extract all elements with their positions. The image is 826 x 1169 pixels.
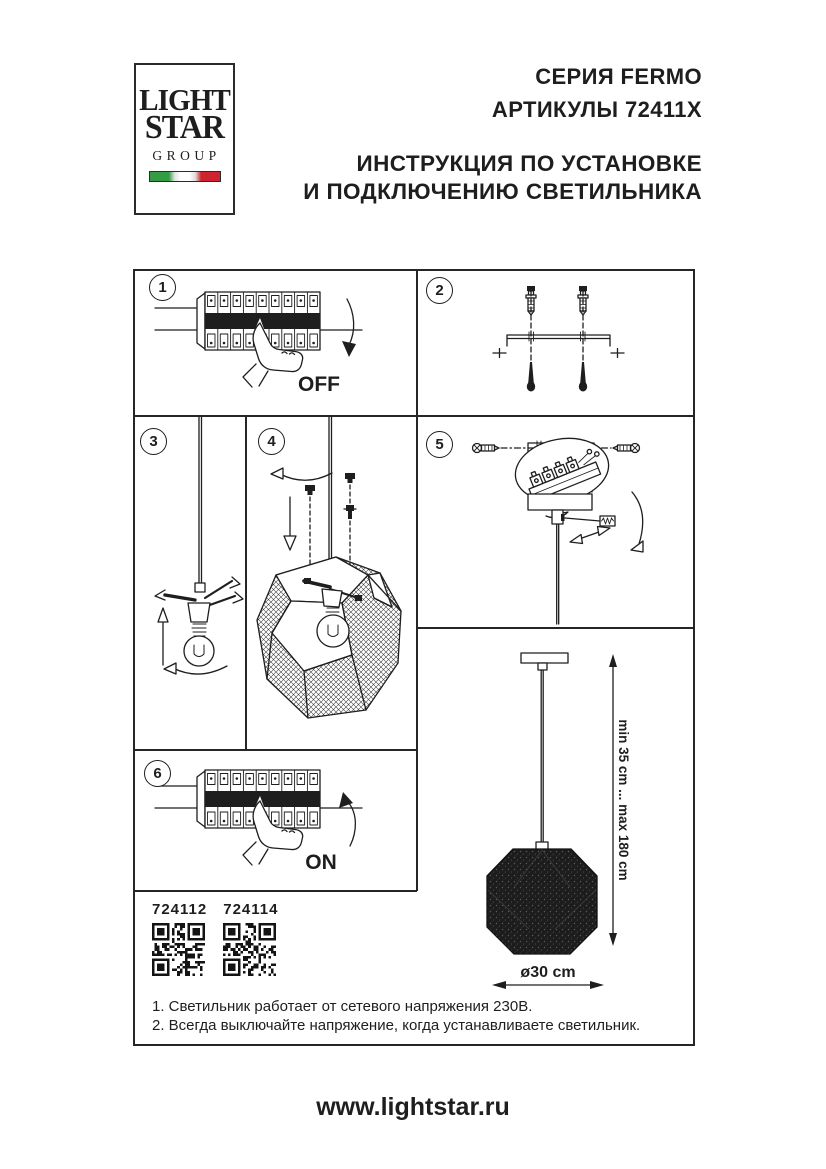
ceiling-plate <box>521 653 568 663</box>
arrow-up-icon <box>339 792 355 846</box>
article-label: 724114 <box>223 901 279 918</box>
logo-word-group: GROUP <box>152 148 221 163</box>
logo-word-light: LIGHT <box>139 82 230 117</box>
qr-code-icon <box>152 923 205 976</box>
step-5-badge: 5 <box>426 431 453 458</box>
canopy <box>528 494 592 510</box>
italy-flag-icon <box>149 171 221 182</box>
step-6-badge: 6 <box>144 760 171 787</box>
rotate-arrow-icon <box>631 492 643 552</box>
step-6-label: ON <box>305 851 337 874</box>
screw-icon <box>527 362 587 392</box>
spring-adjuster-icon <box>565 516 615 526</box>
arrow-down-icon <box>342 299 356 357</box>
step-5-canopy-drawing <box>417 417 695 628</box>
arrow-down-icon <box>284 497 296 550</box>
document-title: ИНСТРУКЦИЯ ПО УСТАНОВКЕ И ПОДКЛЮЧЕНИЮ СВЕТИЛЬНИКА <box>303 151 702 204</box>
step-2-badge: 2 <box>426 277 453 304</box>
step-3-badge: 3 <box>140 428 167 455</box>
header-series-block <box>492 60 702 126</box>
article-numbers: АРТИКУЛЫ 72411X <box>491 97 702 122</box>
step-1-label: OFF <box>298 373 340 396</box>
arrow-up-icon <box>158 608 168 665</box>
step-1-breaker-off-drawing <box>133 269 417 417</box>
mounting-bar <box>493 332 624 358</box>
diameter-label: ø30 cm <box>520 964 576 981</box>
step-6-breaker-on-drawing <box>133 750 417 891</box>
shade-octagon <box>487 849 597 954</box>
qr-code-icon <box>223 923 276 976</box>
logo-word-star: STAR <box>144 109 225 146</box>
series-name: СЕРИЯ FERMO <box>535 64 702 89</box>
lamp-dimension-drawing <box>417 628 695 1046</box>
lightstar-logo <box>134 63 235 215</box>
step-3-bulb-drawing <box>133 417 246 750</box>
step-2-bracket-drawing <box>417 269 695 417</box>
product-qr-section <box>152 901 278 976</box>
safety-notes <box>152 997 640 1035</box>
height-range-label: min 35 cm ... max 180 cm <box>616 719 631 881</box>
product-724114 <box>223 901 278 976</box>
step-1-badge: 1 <box>149 274 176 301</box>
slide-arrow-icon <box>570 527 610 544</box>
article-label: 724112 <box>152 901 208 918</box>
note-line: 2. Всегда выключайте напряжение, когда устанавливаете светильник. <box>152 1017 641 1034</box>
rotate-arrow-icon <box>271 468 332 480</box>
light-bulb-icon <box>184 624 214 666</box>
height-dimension <box>609 654 631 946</box>
product-724112 <box>152 901 207 976</box>
website-url: www.lightstar.ru <box>316 1093 510 1121</box>
step-4-shade-drawing <box>246 417 417 750</box>
diameter-dimension <box>492 964 604 989</box>
step-4-badge: 4 <box>258 428 285 455</box>
note-line: 1. Светильник работает от сетевого напряжения 230В. <box>152 998 533 1015</box>
